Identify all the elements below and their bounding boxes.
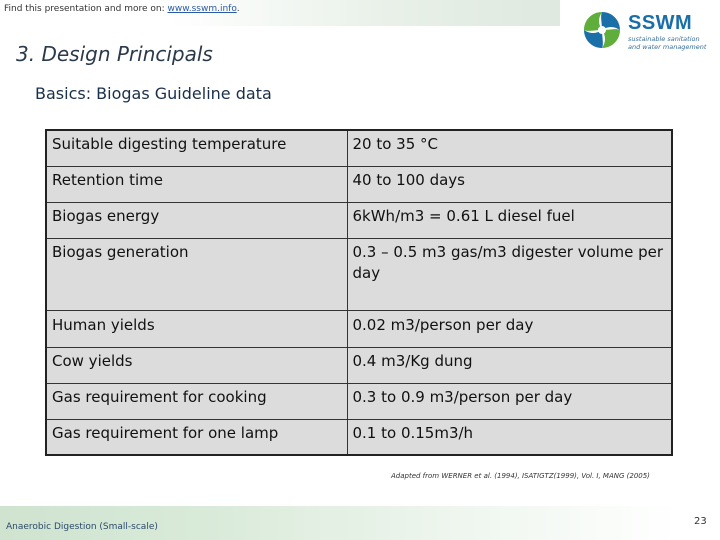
row-value: 0.4 m3/Kg dung bbox=[347, 347, 672, 383]
biogas-guideline-table bbox=[45, 129, 673, 456]
table-row bbox=[46, 347, 672, 383]
table-row bbox=[46, 310, 672, 347]
row-label: Biogas generation bbox=[46, 238, 347, 310]
logo-subtitle-line2: and water management bbox=[628, 43, 707, 51]
sswm-link[interactable]: www.sswm.info bbox=[167, 4, 237, 14]
page-number: 23 bbox=[694, 516, 707, 527]
header-note-suffix: . bbox=[236, 4, 240, 14]
row-value: 6kWh/m3 = 0.61 L diesel fuel bbox=[347, 202, 672, 238]
row-label: Suitable digesting temperature bbox=[46, 130, 347, 166]
row-value: 0.02 m3/person per day bbox=[347, 310, 672, 347]
row-value: 40 to 100 days bbox=[347, 166, 672, 202]
sswm-logo bbox=[580, 6, 714, 54]
row-label: Gas requirement for one lamp bbox=[46, 419, 347, 455]
row-value: 0.1 to 0.15m3/h bbox=[347, 419, 672, 455]
table-row bbox=[46, 166, 672, 202]
sswm-logo-icon bbox=[580, 8, 624, 52]
header-note bbox=[4, 4, 240, 14]
table-row bbox=[46, 130, 672, 166]
table-row bbox=[46, 238, 672, 310]
row-value: 0.3 to 0.9 m3/person per day bbox=[347, 383, 672, 419]
logo-subtitle bbox=[628, 35, 706, 51]
row-label: Gas requirement for cooking bbox=[46, 383, 347, 419]
row-value: 0.3 – 0.5 m3 gas/m3 digester volume per day bbox=[347, 238, 672, 310]
row-label: Cow yields bbox=[46, 347, 347, 383]
source-citation: Adapted from WERNER et al. (1994), ISATIGTZ(1999), Vol. I, MANG (2005) bbox=[391, 472, 650, 480]
row-label: Biogas energy bbox=[46, 202, 347, 238]
table-row bbox=[46, 419, 672, 455]
row-value: 20 to 35 °C bbox=[347, 130, 672, 166]
table-row bbox=[46, 383, 672, 419]
header-note-prefix: Find this presentation and more on: bbox=[4, 4, 168, 14]
slide-subtitle: Basics: Biogas Guideline data bbox=[35, 84, 272, 103]
row-label: Retention time bbox=[46, 166, 347, 202]
logo-subtitle-line1: sustainable sanitation bbox=[628, 35, 700, 43]
logo-title: SSWM bbox=[628, 12, 693, 34]
table-row bbox=[46, 202, 672, 238]
footer-label: Anaerobic Digestion (Small-scale) bbox=[6, 522, 158, 532]
slide-title: 3. Design Principals bbox=[16, 42, 213, 66]
row-label: Human yields bbox=[46, 310, 347, 347]
